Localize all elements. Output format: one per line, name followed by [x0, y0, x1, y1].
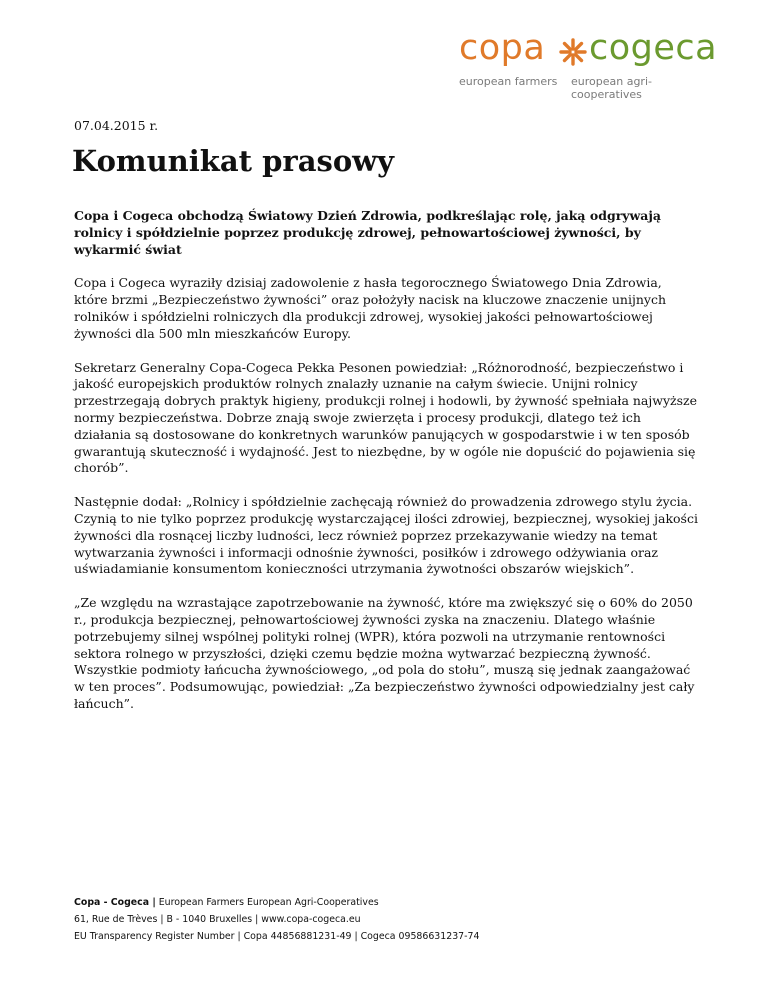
logo-subtitle-farmers: european farmers	[459, 75, 558, 88]
page-title: Komunikat prasowy	[72, 144, 394, 178]
press-release-body	[74, 208, 699, 730]
footer-org-name: Copa - Cogeca |	[74, 897, 156, 908]
body-paragraph: Copa i Cogeca wyraziły dzisiaj zadowolenie z hasła tegorocznego Światowego Dnia Zdrowia, które brzmi „Bezpieczeństwo żywności” oraz położyły nacisk na kluczowe znaczenie unijnych rolników i spółdzielni rolniczych dla produkcji zdrowej, wysokiej jakości pełnowartościowej żywności dla 500 mln mieszkańców Europy.	[74, 275, 666, 341]
press-date: 07.04.2015 r.	[74, 118, 159, 133]
press-subtitle: Copa i Cogeca obchodzą Światowy Dzień Zdrowia, podkreślając rolę, jaką odgrywają rolnicy i spółdzielnie poprzez produkcję zdrowej, pełnowartościowej żywności, by wykarmić świat	[74, 208, 662, 257]
logo-cogeca-text: cogeca	[589, 28, 718, 68]
footer-register: EU Transparency Register Number | Copa 44856881231-49 | Cogeca 09586631237-74	[74, 931, 480, 942]
asterisk-icon	[557, 36, 589, 68]
footer-org-desc: European Farmers European Agri-Cooperatives	[155, 897, 379, 908]
footer-org-line	[74, 894, 714, 911]
copa-cogeca-logo	[455, 28, 718, 101]
body-paragraph: Następnie dodał: „Rolnicy i spółdzielnie zachęcają również do prowadzenia zdrowego stylu życia. Czynią to nie tylko poprzez produkcję wystarczającej ilości zdrowiej, bezpiecznej, wysokiej jakości żywności dla rosnącej liczby ludności, lecz również poprzez przekazywanie wiedzy na temat wytwarzania żywności i informacji odnośnie żywności, posiłków i zdrowego odżywiania oraz uświadamianie konsumentom konieczności utrzymania żywotności obszarów wiejskich”.	[74, 494, 698, 577]
body-paragraph: „Ze względu na wzrastające zapotrzebowanie na żywność, które ma zwiększyć się o 60% do 2050 r., produkcja bezpiecznej, pełnowartościowej żywności zyska na znaczeniu. Dlatego właśnie potrzebujemy silnej wspólnej polityki rolnej (WPR), która pozwoli na utrzymanie rentowności sektora rolnego w przyszłości, dzięki czemu będzie można wytwarzać bezpieczną żywność. Wszystkie podmioty łańcucha żywnościowego, „od pola do stołu”, muszą się jednak zaangażować w ten proces”. Podsumowując, powiedział: „Za bezpieczeństwo żywności odpowiedzialny jest cały łańcuch”.	[74, 595, 695, 711]
footer-address: 61, Rue de Trèves | B - 1040 Bruxelles | www.copa-cogeca.eu	[74, 914, 361, 925]
logo-copa-text: copa	[459, 28, 546, 68]
footer	[74, 894, 714, 945]
logo-subtitle-cooperatives: european agri-cooperatives	[571, 75, 652, 101]
body-paragraph: Sekretarz Generalny Copa-Cogeca Pekka Pesonen powiedział: „Różnorodność, bezpieczeństwo i jakość europejskich produktów rolnych znalazły uznanie na całym świecie. Unijni rolnicy przestrzegają dobrych praktyk higieny, produkcji rolnej i hodowli, by żywność spełniała najwyższe normy bezpieczeństwa. Dobrze znają swoje zwierzęta i procesy produkcji, dlatego też ich działania są dostosowane do konkretnych warunków panujących w gospodarstwie i w ten sposób gwarantują skuteczność i wydajność. Jest to niezbędne, by w ogóle nie dopuścić do pojawienia się chorób”.	[74, 359, 697, 476]
